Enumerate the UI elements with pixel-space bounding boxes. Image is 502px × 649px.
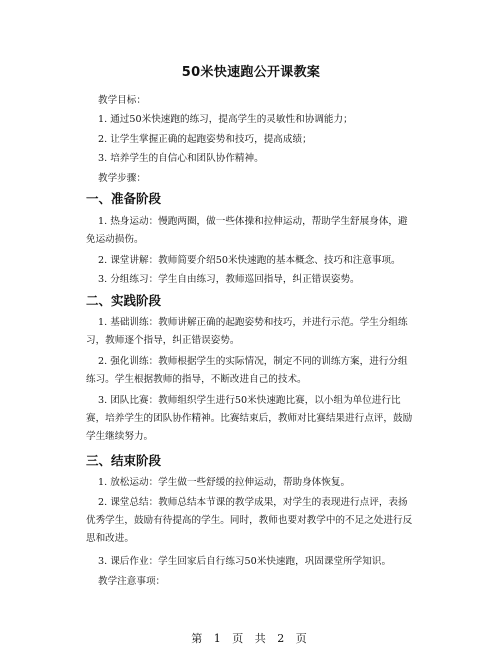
practice-item-2: 2. 强化训练：教师根据学生的实际情况，制定不同的训练方案，进行分组练习。学生根据教师的指导，不断改进自己的技术。 xyxy=(86,356,408,385)
closing-item-2: 2. 课堂总结：教师总结本节课的教学成果，对学生的表现进行点评，表扬优秀学生，鼓励有待提高的学生。同时，教师也要对教学中的不足之处进行反思和改进。 xyxy=(86,497,413,544)
page-footer: 第 1 页 共 2 页 xyxy=(191,632,311,645)
section-heading-closing: 三、结束阶段 xyxy=(86,453,162,468)
section-heading-prepare: 一、准备阶段 xyxy=(86,191,162,206)
closing-item-3: 3. 课后作业：学生回家后自行练习50米快速跑，巩固课堂所学知识。 xyxy=(98,556,392,567)
section-heading-practice: 二、实践阶段 xyxy=(86,293,162,308)
goal-item-1: 1. 通过50米快速跑的练习，提高学生的灵敏性和协调能力； xyxy=(98,114,353,125)
notes-label: 教学注意事项： xyxy=(98,576,166,587)
prepare-item-2: 2. 课堂讲解：教师简要介绍50米快速跑的基本概念、技巧和注意事项。 xyxy=(98,255,401,266)
practice-item-3: 3. 团队比赛：教师组织学生进行50米快速跑比赛，以小组为单位进行比赛，培养学生的团队协作精神。比赛结束后，教师对比赛结果进行点评，鼓励学生继续努力。 xyxy=(86,395,413,442)
goals-label: 教学目标： xyxy=(98,95,146,106)
goal-item-2: 2. 让学生掌握正确的起跑姿势和技巧，提高成绩； xyxy=(98,134,312,145)
practice-item-1: 1. 基础训练：教师讲解正确的起跑姿势和技巧，并进行示范。学生分组练习，教师逐个指导，纠正错误姿势。 xyxy=(86,317,408,346)
document-title: 50米快速跑公开课教案 xyxy=(181,65,321,80)
prepare-item-1: 1. 热身运动：慢跑两圈，做一些体操和拉伸运动，帮助学生舒展身体，避免运动损伤。 xyxy=(86,216,408,245)
steps-label: 教学步骤： xyxy=(98,173,146,184)
prepare-item-3: 3. 分组练习：学生自由练习，教师巡回指导，纠正错误姿势。 xyxy=(98,274,360,285)
closing-item-1: 1. 放松运动：学生做一些舒缓的拉伸运动，帮助身体恢复。 xyxy=(98,477,351,488)
goal-item-3: 3. 培养学生的自信心和团队协作精神。 xyxy=(98,153,264,164)
